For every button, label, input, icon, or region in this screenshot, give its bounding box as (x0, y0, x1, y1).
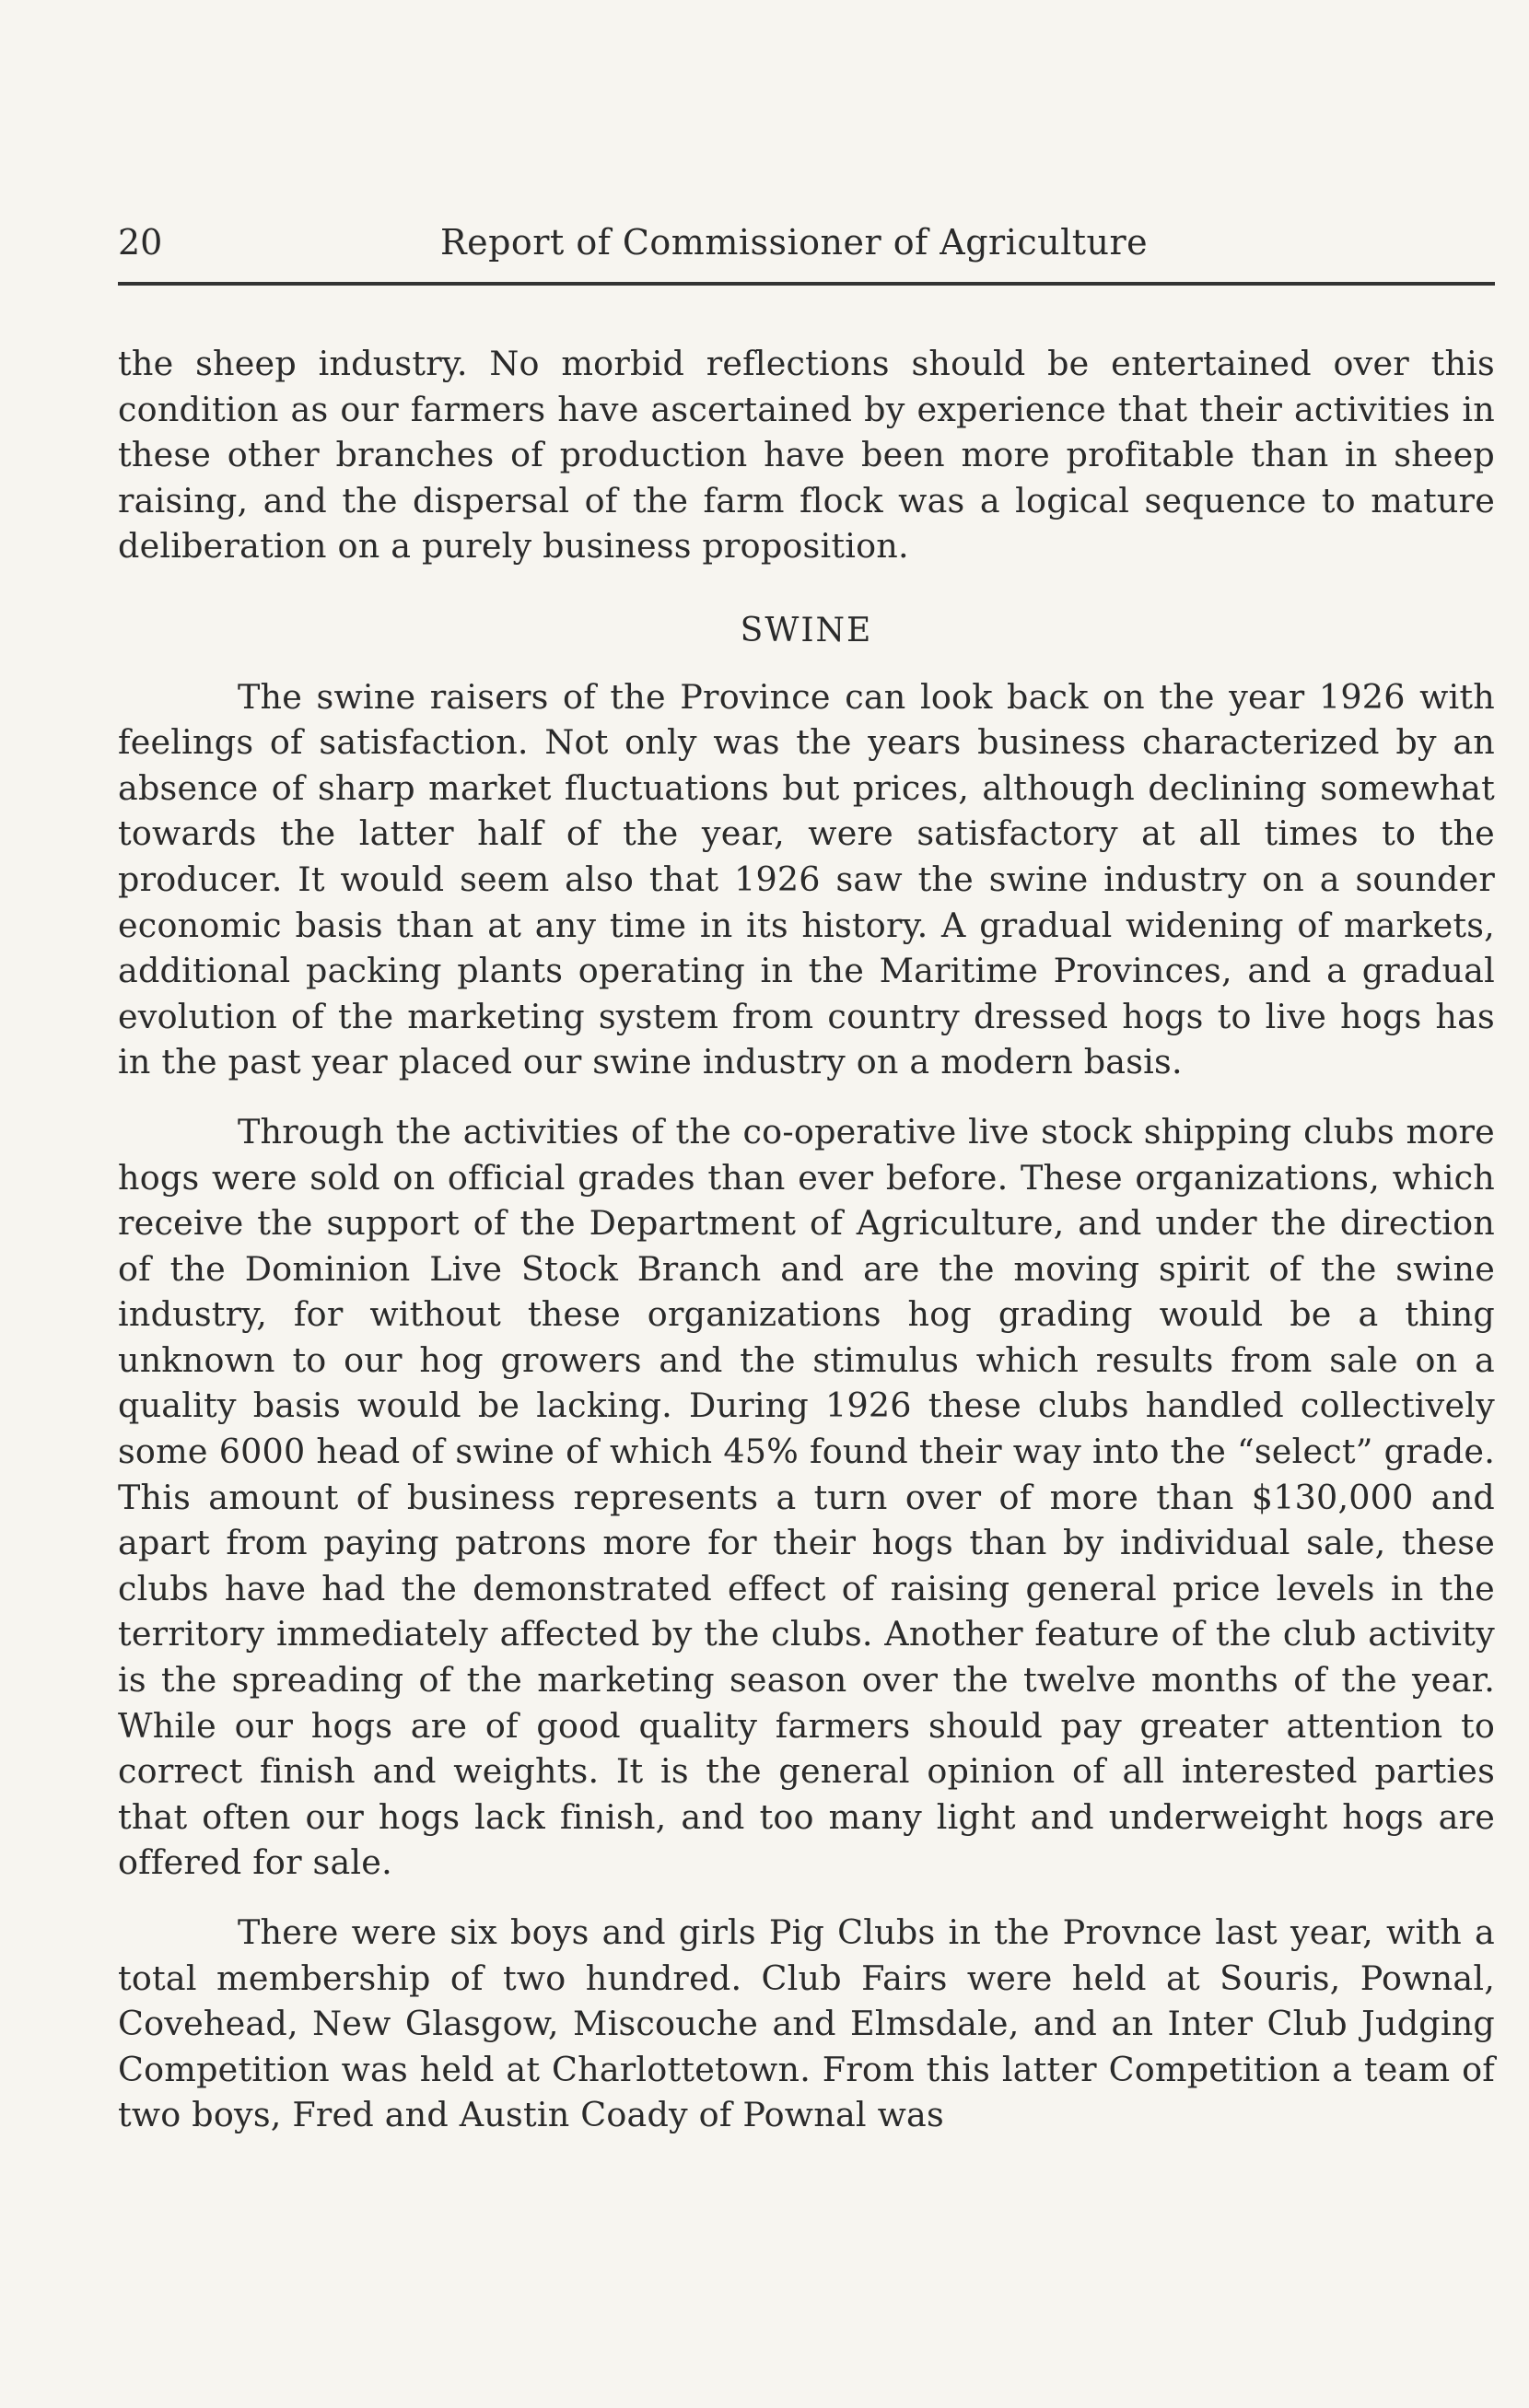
document-page (118, 210, 1495, 2138)
page-number: 20 (118, 222, 163, 263)
running-header-title: Report of Commissioner of Agriculture (440, 222, 1149, 263)
paragraph-swine-overview: The swine raisers of the Province can look back on the year 1926 with feelings of satisfaction. Not only was the years business characterized by an absence of sharp market fluctuations but prices, although declining somewhat towards the latter half of the year, were satisfactory at all times to the producer. It would seem also that 1926 saw the swine industry on a sounder economic basis than at any time in its history. A gradual widening of markets, additional packing plants operating in the Maritime Provinces, and a gradual evolution of the marketing system from country dressed hogs to live hogs has in the past year placed our swine industry on a modern basis. (118, 676, 1495, 1082)
section-heading-swine: SWINE (740, 611, 873, 649)
paragraph-pig-clubs: There were six boys and girls Pig Clubs in the Provnce last year, with a total membership of two hundred. Club Fairs were held at Souris, Pownal, Covehead, New Glasgow, Miscouche and Elmsdale, and an Inter Club Judging Competition was held at Charlottetown. From this latter Competition a team of two boys, Fred and Austin Coady of Pownal was (118, 1912, 1495, 2135)
running-header (118, 210, 1495, 275)
header-rule (118, 282, 1495, 286)
paragraph-shipping-clubs: Through the activities of the co-operative live stock shipping clubs more hogs were sold on official grades than ever before. These organizations, which receive the support of the Department of Agriculture, and under the direction of the Dominion Live Stock Branch and are the moving spirit of the swine industry, for without these organizations hog grading would be a thing unknown to our hog growers and the stimulus which results from sale on a quality basis would be lacking. During 1926 these clubs handled collectively some 6000 head of swine of which 45% found their way into the “select” grade. This amount of business represents a turn over of more than $130,000 and apart from paying patrons more for their hogs than by individual sale, these clubs have had the demonstrated effect of raising general price levels in the territory immediately affected by the clubs. Another feature of the club activity is the spreading of the marketing season over the twelve months of the year. While our hogs are of good quality farmers should pay greater attention to correct finish and weights. It is the general opinion of all interested parties that often our hogs lack finish, and too many light and underweight hogs are offered for sale. (118, 1111, 1495, 1883)
body-text (118, 341, 1495, 2138)
continued-paragraph: the sheep industry. No morbid reflections should be entertained over this condition as our farmers have ascertained by experience that their activities in these other branches of production have been more profitable than in sheep raising, and the dispersal of the farm flock was a logical sequence to mature deliberation on a purely business proposition. (118, 344, 1495, 567)
